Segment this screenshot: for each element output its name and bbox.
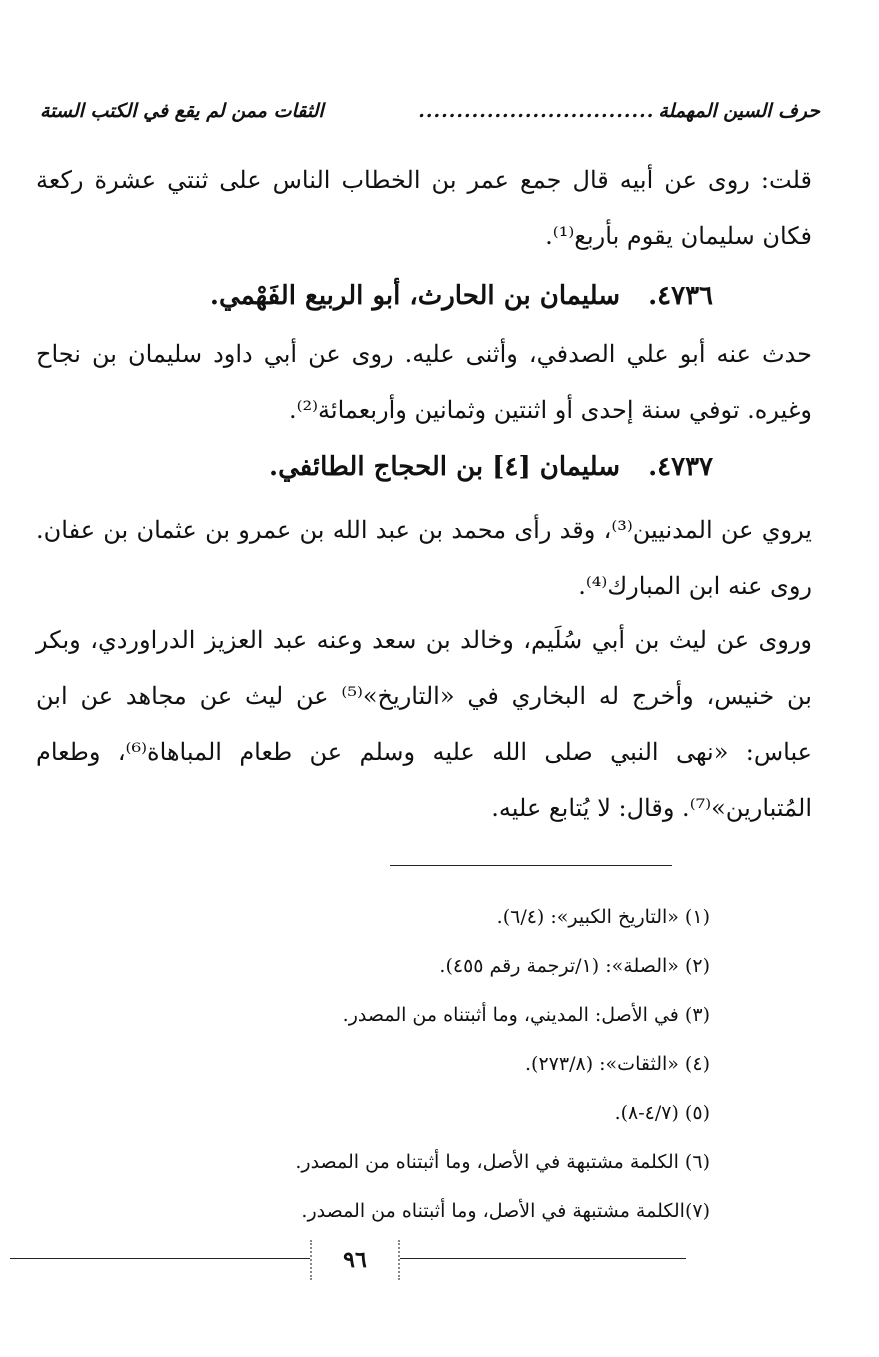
entry-title: سليمان بن الحارث، أبو الربيع الفَهْمي.: [209, 281, 621, 311]
footnote-5: (٥) (٤/٧-٨).: [614, 1102, 710, 1124]
entry-title: سليمان [٤] بن الحجاج الطائفي.: [269, 452, 621, 482]
footer-rule-left: [10, 1258, 310, 1259]
entry-heading-4737: [36, 447, 713, 487]
footnote-separator: [390, 865, 672, 866]
entry-number: ٤٧٣٧.: [648, 452, 713, 482]
footnotes-list: [180, 897, 710, 1240]
footnote-6: (٦) الكلمة مشتبهة في الأصل، وما أثبتناه من المصدر.: [295, 1151, 710, 1173]
footnote-1: (١) «التاريخ الكبير»: (٦/٤).: [496, 906, 710, 928]
page-number: ٩٦: [310, 1240, 400, 1280]
header-book-title: الثقات ممن لم يقع في الكتب الستة: [40, 100, 324, 122]
footer-rule-right: [396, 1258, 686, 1259]
running-header: [40, 100, 820, 122]
entry-number: ٤٧٣٦.: [648, 281, 713, 311]
paragraph-4: وروى عن ليث بن أبي سُلَيم، وخالد بن سعد وعنه عبد العزيز الدراوردي، وبكر بن خنيس، وأخرج له البخاري في «التاريخ»⁽⁵⁾ عن ليث عن مجاهد عن ابن عباس: «نهى النبي صلى الله عليه وسلم عن طعام المباهاة⁽⁶⁾، وطعام المُتبارين»⁽⁷⁾. وقال: لا يُتابع عليه.: [36, 626, 813, 822]
header-chapter-title: حرف السين المهملة: [658, 100, 820, 122]
paragraph-1: قلت: روى عن أبيه قال جمع عمر بن الخطاب الناس على ثنتي عشرة ركعة فكان سليمان يقوم بأربع⁽¹⁾.: [36, 166, 812, 250]
entry-heading-4736: [36, 276, 713, 316]
paragraph-2: حدث عنه أبو علي الصدفي، وأثنى عليه. روى عن أبي داود سليمان بن نجاح وغيره. توفي سنة إحدى أو اثنتين وثمانين وأربعمائة⁽²⁾.: [36, 340, 812, 424]
footnote-7: (٧)الكلمة مشتبهة في الأصل، وما أثبتناه من المصدر.: [301, 1200, 710, 1222]
paragraph-3: يروي عن المدنيين⁽³⁾، وقد رأى محمد بن عبد الله بن عمرو بن عثمان بن عفان. روى عنه ابن المبارك⁽⁴⁾.: [36, 516, 812, 600]
footnote-3: (٣) في الأصل: المديني، وما أثبتناه من المصدر.: [342, 1004, 710, 1026]
footnote-4: (٤) «الثقات»: (٢٧٣/٨).: [525, 1053, 710, 1075]
footnote-2: (٢) «الصلة»: (١/ترجمة رقم ٤٥٥).: [439, 955, 710, 977]
header-dot-leader: ...............................: [418, 100, 655, 122]
